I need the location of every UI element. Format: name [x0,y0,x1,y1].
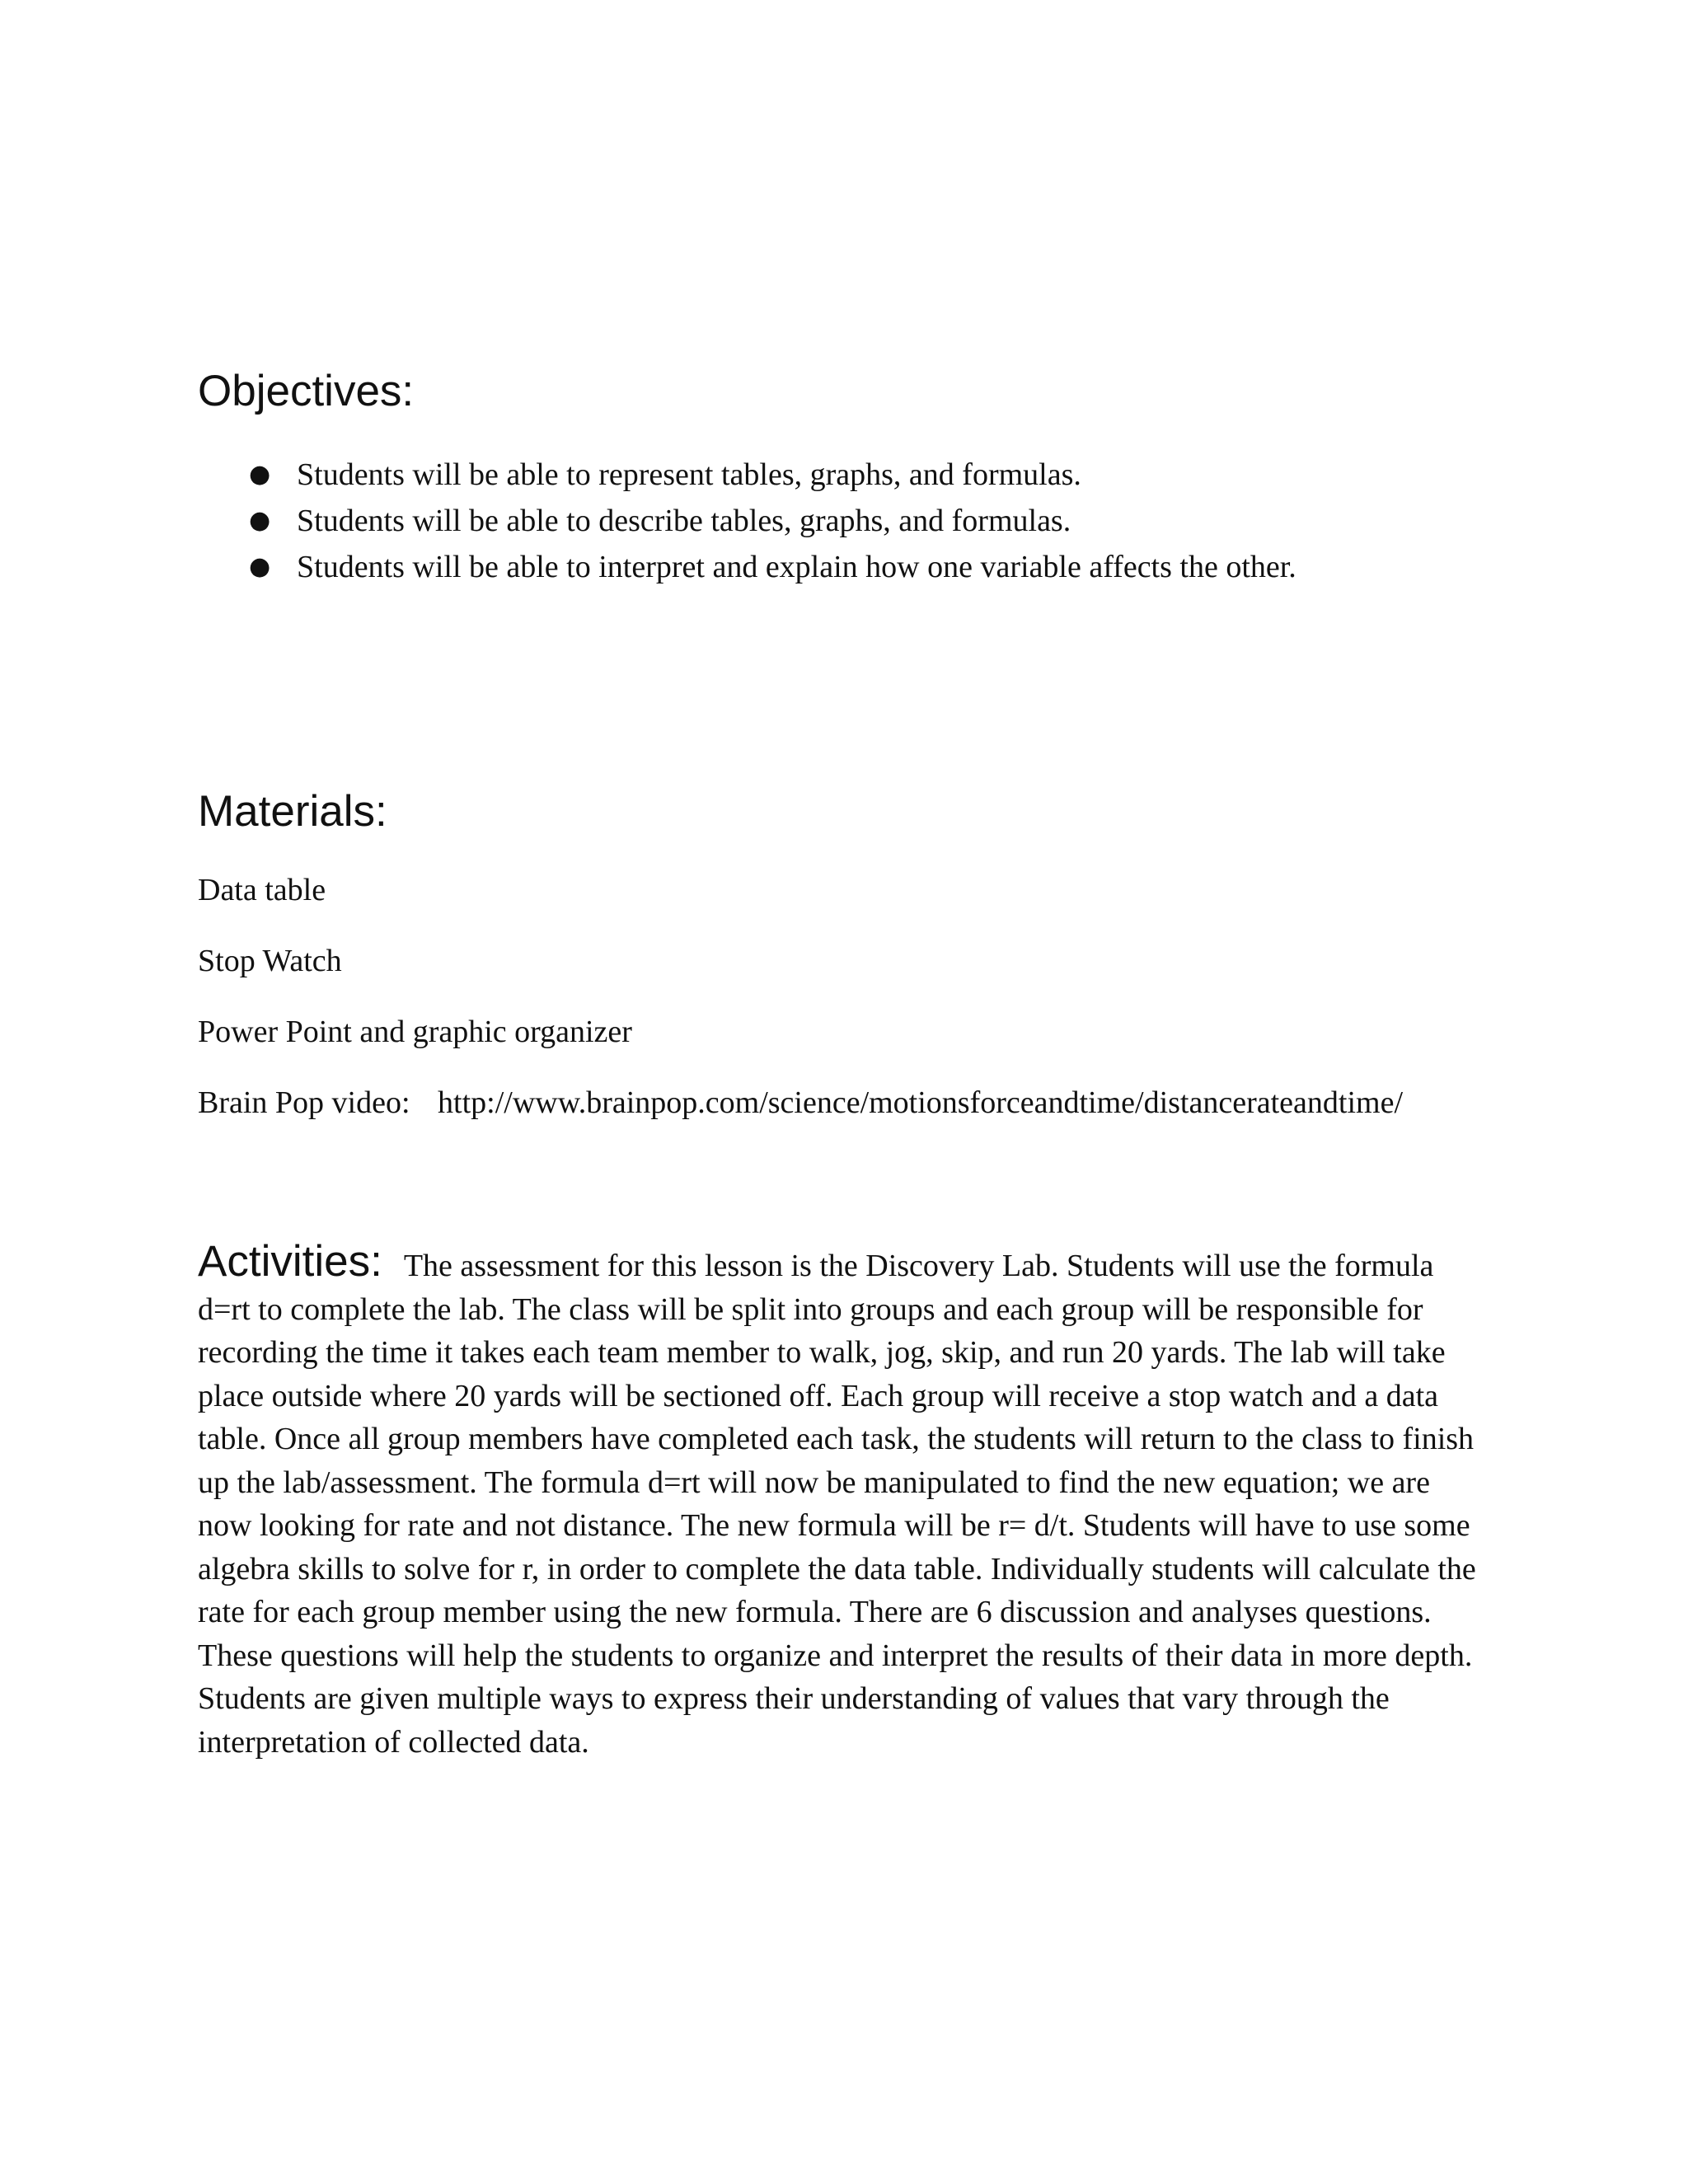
objectives-list [198,452,1533,590]
list-item [198,498,1533,544]
list-item [198,1011,1403,1082]
materials-heading: Materials: [198,787,387,836]
bullet-icon: ● [249,552,271,581]
objective-text: Students will be able to describe tables, graphs, and formulas. [297,504,1071,538]
material-text: Power Point and graphic organizer [198,1015,632,1049]
activities-text: The assessment for this lesson is the Discovery Lab. Students will use the formula d=rt to complete the lab. The class will be split into groups and each group will be responsible for recording the time it takes each team member to walk, jog, skip, and run 20 yards. The lab will take place outside where 20 yards will be sectioned off. Each group will receive a stop watch and a data table. Once all group members have completed each task, the students will return to the class to finish up the lab/assessment. The formula d=rt will now be manipulated to find the new equation; we are now looking for rate and not distance. The new formula will be r= d/t. Students will have to use some algebra skills to solve for r, in order to complete the data table. Individually students will calculate the rate for each group member using the new formula. There are 6 discussion and analyses questions. These questions will help the students to organize and interpret the results of their data in more depth. Students are given multiple ways to express their understanding of values that vary through the interpretation of collected data. [198,1249,1476,1760]
materials-list [198,869,1403,1153]
list-item [198,869,1403,940]
material-text: Stop Watch [198,944,342,978]
material-text: Data table [198,873,326,907]
video-url: http://www.brainpop.com/science/motionsforceandtime/distancerateandtime/ [438,1085,1403,1120]
bullet-icon: ● [249,460,271,489]
list-item [198,940,1403,1011]
bullet-icon: ● [249,506,271,535]
video-label: Brain Pop video: [198,1085,410,1120]
objective-text: Students will be able to interpret and explain how one variable affects the other. [297,550,1296,584]
activities-section [198,1237,1484,1764]
activities-heading: Activities: [198,1237,382,1286]
list-item [198,1082,1403,1153]
list-item [198,544,1533,590]
list-item [198,452,1533,498]
objectives-heading: Objectives: [198,367,415,415]
objective-text: Students will be able to represent tables, graphs, and formulas. [297,457,1081,492]
